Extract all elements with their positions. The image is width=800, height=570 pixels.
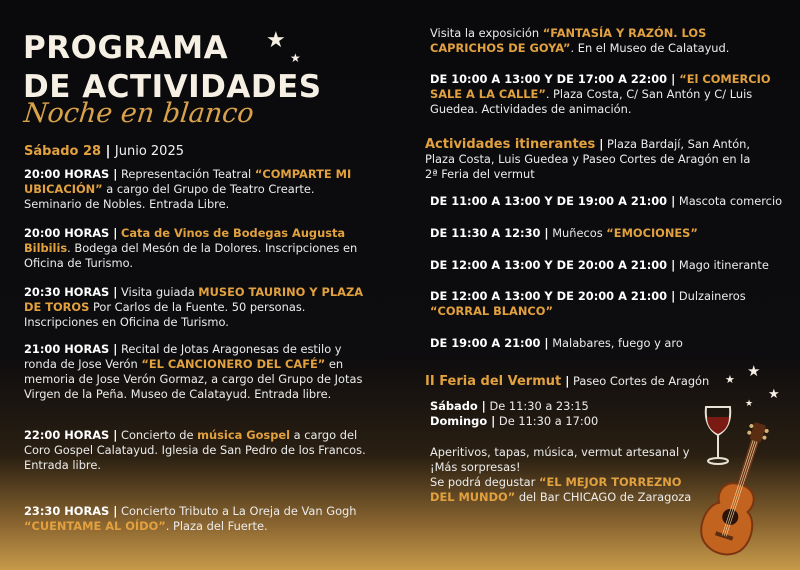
itinerant-item: DE 12:00 A 13:00 Y DE 20:00 A 21:00 | Mago itinerante bbox=[430, 258, 769, 272]
star-icon: ★ bbox=[747, 362, 761, 380]
star-icon: ★ bbox=[725, 373, 735, 386]
page-title-line1: PROGRAMA bbox=[23, 30, 229, 66]
itinerant-item: DE 11:00 A 13:00 Y DE 19:00 A 21:00 | Mascota comercio bbox=[430, 194, 783, 208]
feria-description: Aperitivos, tapas, música, vermut artesanal y ¡Más sorpresas! Se podrá degustar “EL MEJOR TORREZNO DEL MUNDO” del Bar CHICAGO de Zaragoza bbox=[430, 445, 692, 504]
event-date: Sábado 28 | Junio 2025 bbox=[24, 144, 184, 159]
event-item: 20:30 HORAS | Visita guiada MUSEO TAURINO Y PLAZA DE TOROS Por Carlos de la Fuente. 50 personas. Inscripciones en Oficina de Turismo. bbox=[24, 285, 364, 329]
event-item: 20:00 HORAS | Representación Teatral “COMPARTE MI UBICACIÓN” a cargo del Grupo de Teatro Crearte. Seminario de Nobles. Entrada Libre. bbox=[24, 167, 352, 211]
page-subtitle: Noche en blanco bbox=[22, 98, 256, 129]
star-icon: ★ bbox=[768, 387, 780, 402]
feria-schedule: Sábado | De 11:30 a 23:15 Domingo | De 11:30 a 17:00 bbox=[430, 399, 599, 428]
page-title-line2: DE ACTIVIDADES bbox=[23, 69, 322, 105]
event-item: 20:00 HORAS | Cata de Vinos de Bodegas Augusta Bilbilis. Bodega del Mesón de la Dolores. Inscripciones en Oficina de Turismo. bbox=[24, 226, 358, 270]
comercio-info: DE 10:00 A 13:00 Y DE 17:00 A 22:00 | “El COMERCIO SALE A LA CALLE”. Plaza Costa, C/ San Antón y C/ Luis Guedea. Actividades de animación. bbox=[430, 72, 771, 116]
itinerant-heading: Actividades itinerantes bbox=[425, 137, 596, 152]
exhibition-info: Visita la exposición “FANTASÍA Y RAZÓN. LOS CAPRICHOS DE GOYA”. En el Museo de Calatayud. bbox=[430, 26, 730, 55]
itinerant-item: DE 11:30 A 12:30 | Muñecos “EMOCIONES” bbox=[430, 226, 698, 240]
feria-heading-row: II Feria del Vermut | Paseo Cortes de Aragón bbox=[425, 374, 710, 389]
itinerant-item: DE 19:00 A 21:00 | Malabares, fuego y aro bbox=[430, 336, 683, 350]
guitar-icon bbox=[692, 418, 784, 563]
date-day: Sábado 28 bbox=[24, 144, 102, 159]
itinerant-item: DE 12:00 A 13:00 Y DE 20:00 A 21:00 | Dulzaineros “CORRAL BLANCO” bbox=[430, 289, 746, 318]
star-icon: ★ bbox=[290, 51, 301, 65]
date-rest: Junio 2025 bbox=[114, 144, 184, 159]
feria-heading: II Feria del Vermut bbox=[425, 374, 562, 389]
event-item: 21:00 HORAS | Recital de Jotas Aragonesas de estilo y ronda de Jose Verón “EL CANCIONERO DEL CAFÉ” en memoria de Jose Verón Gormaz, a cargo del Grupo de Jotas Virgen de la Peña. Museo de Calatayud. Entrada libre. bbox=[24, 342, 363, 401]
event-item: 23:30 HORAS | Concierto Tributo a La Oreja de Van Gogh “CUENTAME AL OÍDO”. Plaza del Fuerte. bbox=[24, 504, 357, 533]
itinerant-section: Actividades itinerantes | Plaza Bardají, San Antón, Plaza Costa, Luis Guedea y Paseo Cortes de Aragón en la 2ª Feria del vermut bbox=[425, 137, 751, 181]
event-item: 22:00 HORAS | Concierto de música Gospel a cargo del Coro Gospel Calatayud. Iglesia de San Pedro de los Francos. Entrada libre. bbox=[24, 428, 366, 472]
star-icon: ★ bbox=[745, 399, 754, 409]
star-icon: ★ bbox=[266, 28, 286, 53]
